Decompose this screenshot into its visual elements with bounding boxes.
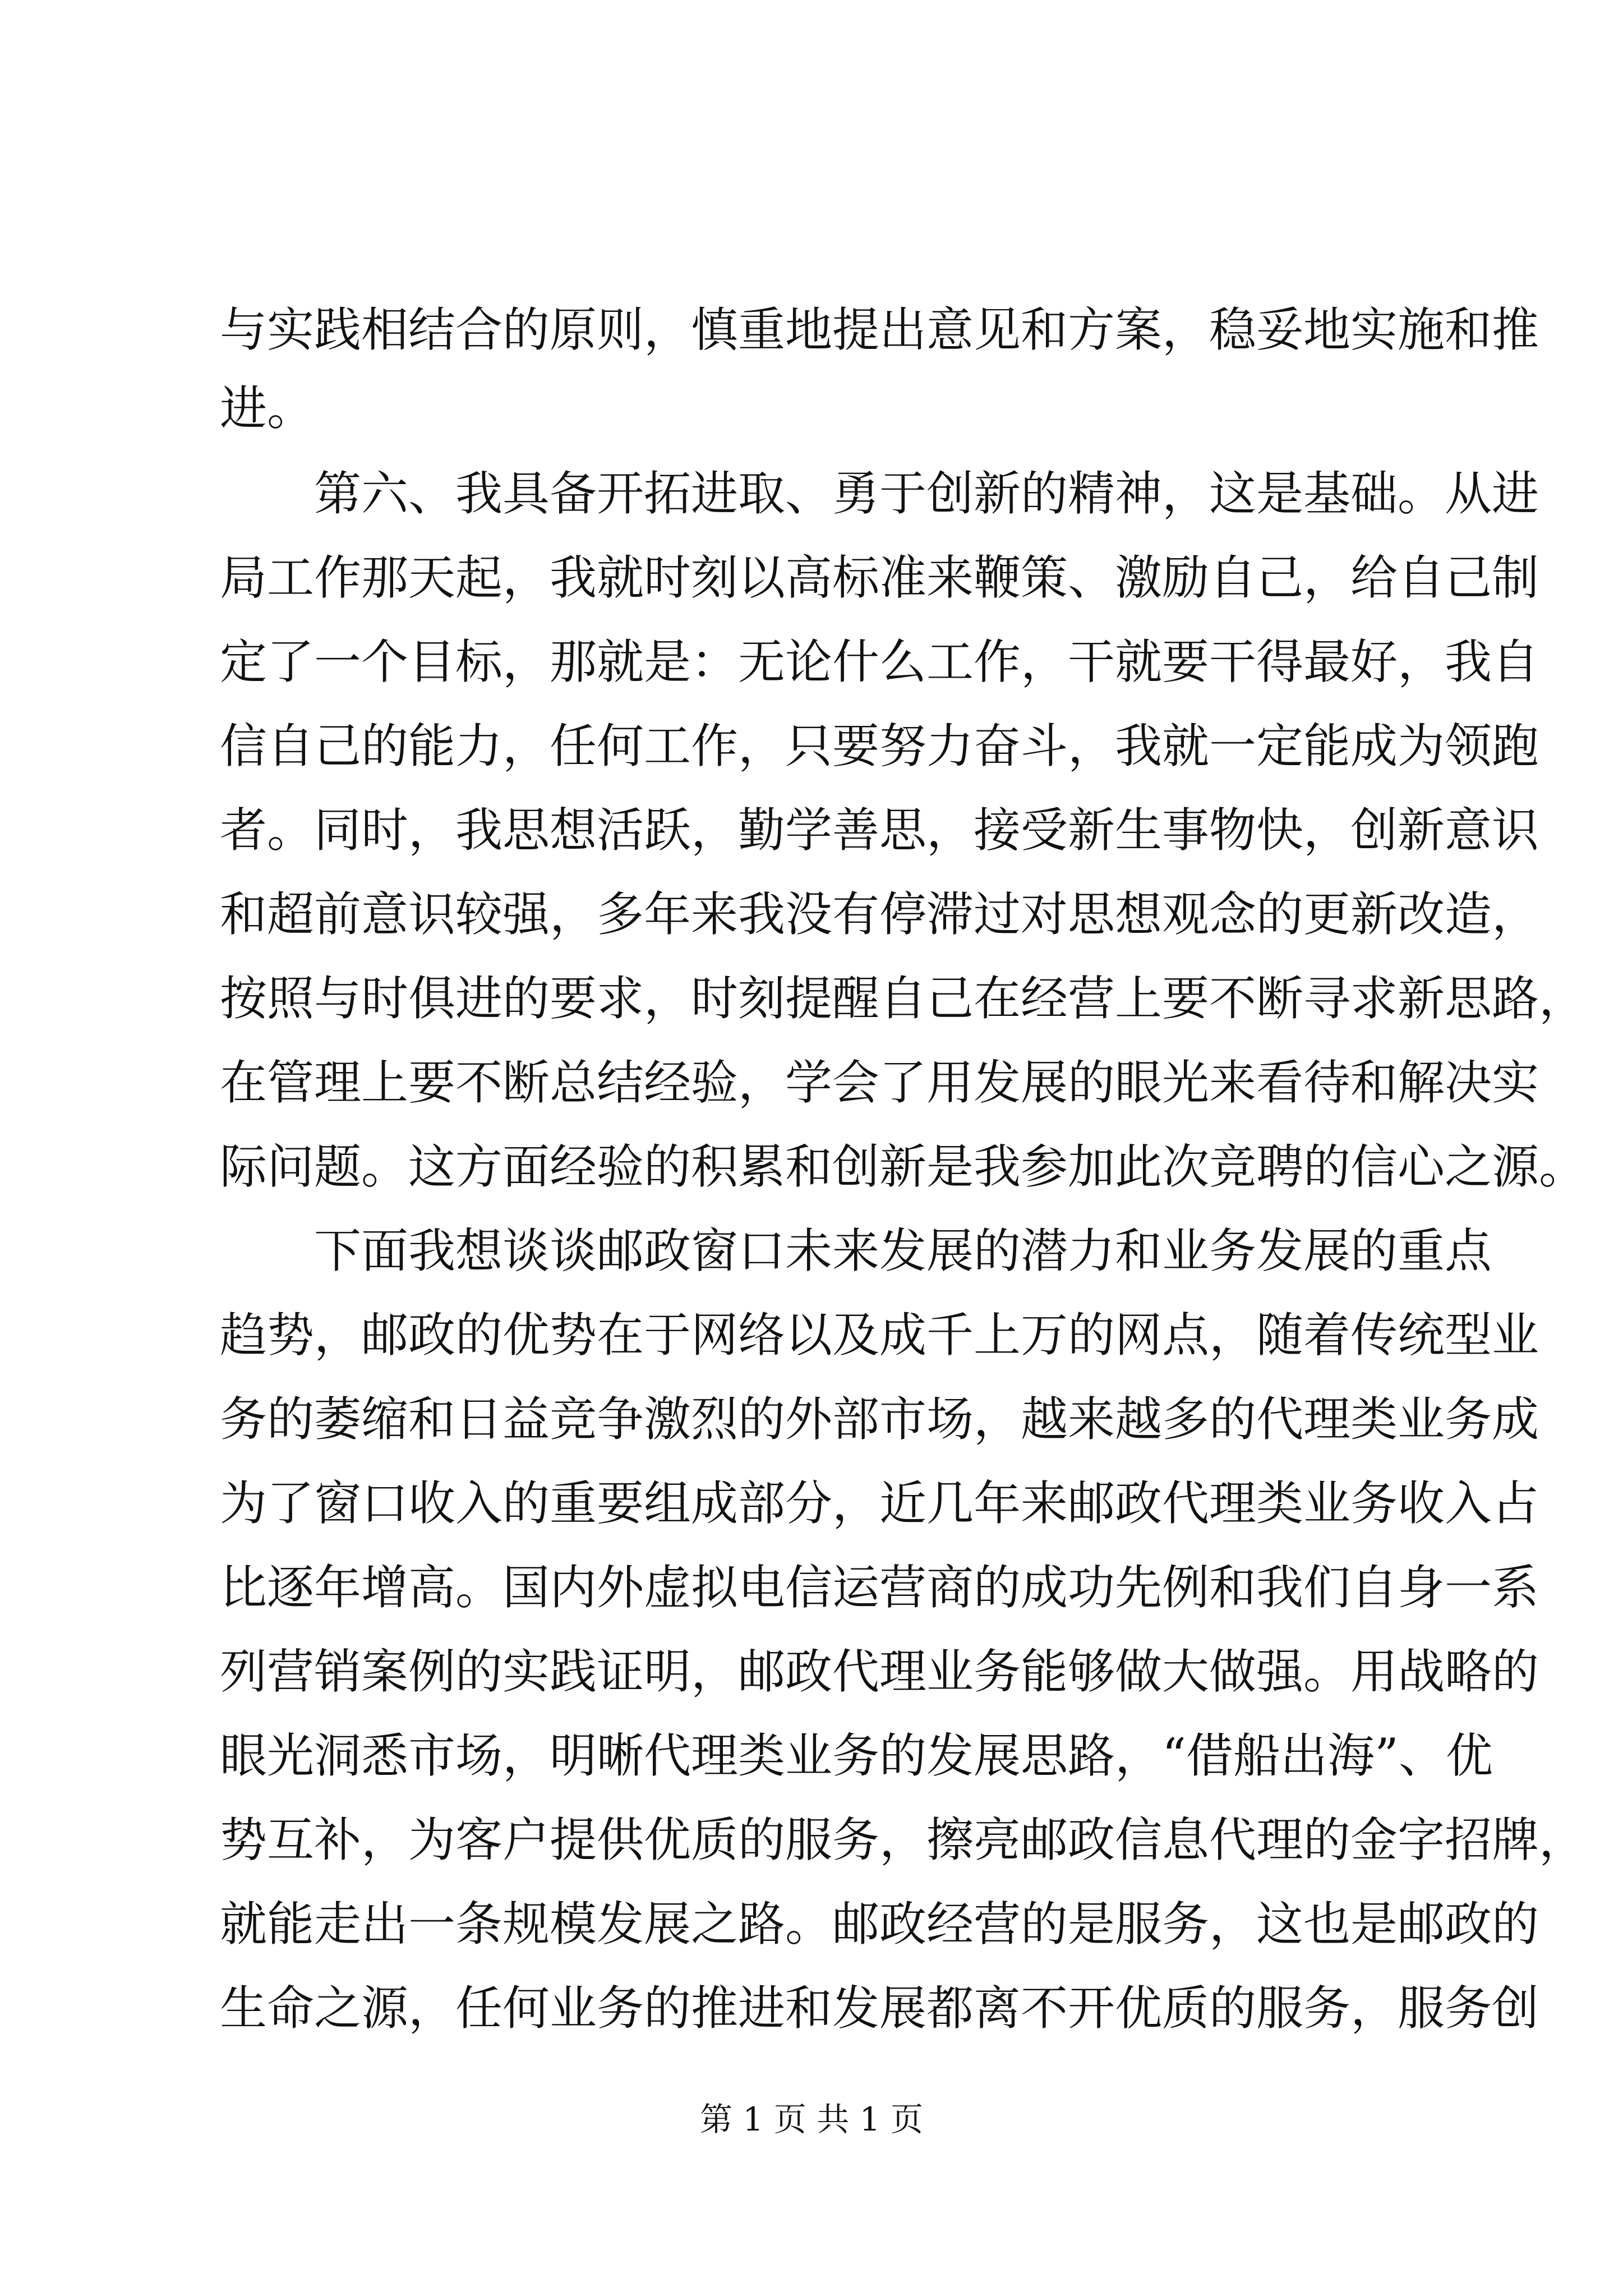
text-line: 在管理上要不断总结经验，学会了用发展的眼光来看待和解决实 <box>220 1055 1539 1110</box>
page-number-footer: 第 1 页 共 1 页 <box>700 2100 923 2138</box>
text-line: 势互补，为客户提供优质的服务，擦亮邮政信息代理的金字招牌， <box>220 1812 1587 1867</box>
text-line: 列营销案例的实践证明，邮政代理业务能够做大做强。用战略的 <box>220 1644 1539 1699</box>
text-line: 比逐年增高。国内外虚拟电信运营商的成功先例和我们自身一系 <box>220 1560 1539 1615</box>
text-line: 与实践相结合的原则，慎重地提出意见和方案，稳妥地实施和推 <box>220 302 1539 357</box>
text-line: 务的萎缩和日益竞争激烈的外部市场，越来越多的代理类业务成 <box>220 1392 1539 1447</box>
text-line: 为了窗口收入的重要组成部分，近几年来邮政代理类业务收入占 <box>220 1476 1539 1531</box>
text-line: 生命之源，任何业务的推进和发展都离不开优质的服务，服务创 <box>220 1981 1539 2036</box>
text-line: 者。同时，我思想活跃，勤学善思，接受新生事物快，创新意识 <box>220 803 1539 858</box>
text-line: 趋势，邮政的优势在于网络以及成千上万的网点，随着传统型业 <box>220 1308 1539 1363</box>
text-line: 进。 <box>220 381 315 436</box>
text-line: 信自己的能力，任何工作，只要努力奋斗，我就一定能成为领跑 <box>220 719 1539 774</box>
text-line: 际问题。这方面经验的积累和创新是我参加此次竞聘的信心之源。 <box>220 1139 1587 1194</box>
text-line: 局工作那天起，我就时刻以高标准来鞭策、激励自己，给自己制 <box>220 550 1539 605</box>
text-line: 定了一个目标，那就是：无论什么工作，干就要干得最好，我自 <box>220 634 1539 689</box>
text-line: 按照与时俱进的要求，时刻提醒自己在经营上要不断寻求新思路， <box>220 971 1587 1026</box>
paragraph-first-line: 下面我想谈谈邮政窗口未来发展的潜力和业务发展的重点 <box>314 1223 1492 1278</box>
text-line: 和超前意识较强，多年来我没有停滞过对思想观念的更新改造， <box>220 887 1539 942</box>
text-line: 眼光洞悉市场，明晰代理类业务的发展思路，“借船出海”、优 <box>220 1728 1493 1783</box>
text-line: 就能走出一条规模发展之路。邮政经营的是服务，这也是邮政的 <box>220 1897 1539 1952</box>
paragraph-first-line: 第六、我具备开拓进取、勇于创新的精神，这是基础。从进 <box>314 466 1539 521</box>
